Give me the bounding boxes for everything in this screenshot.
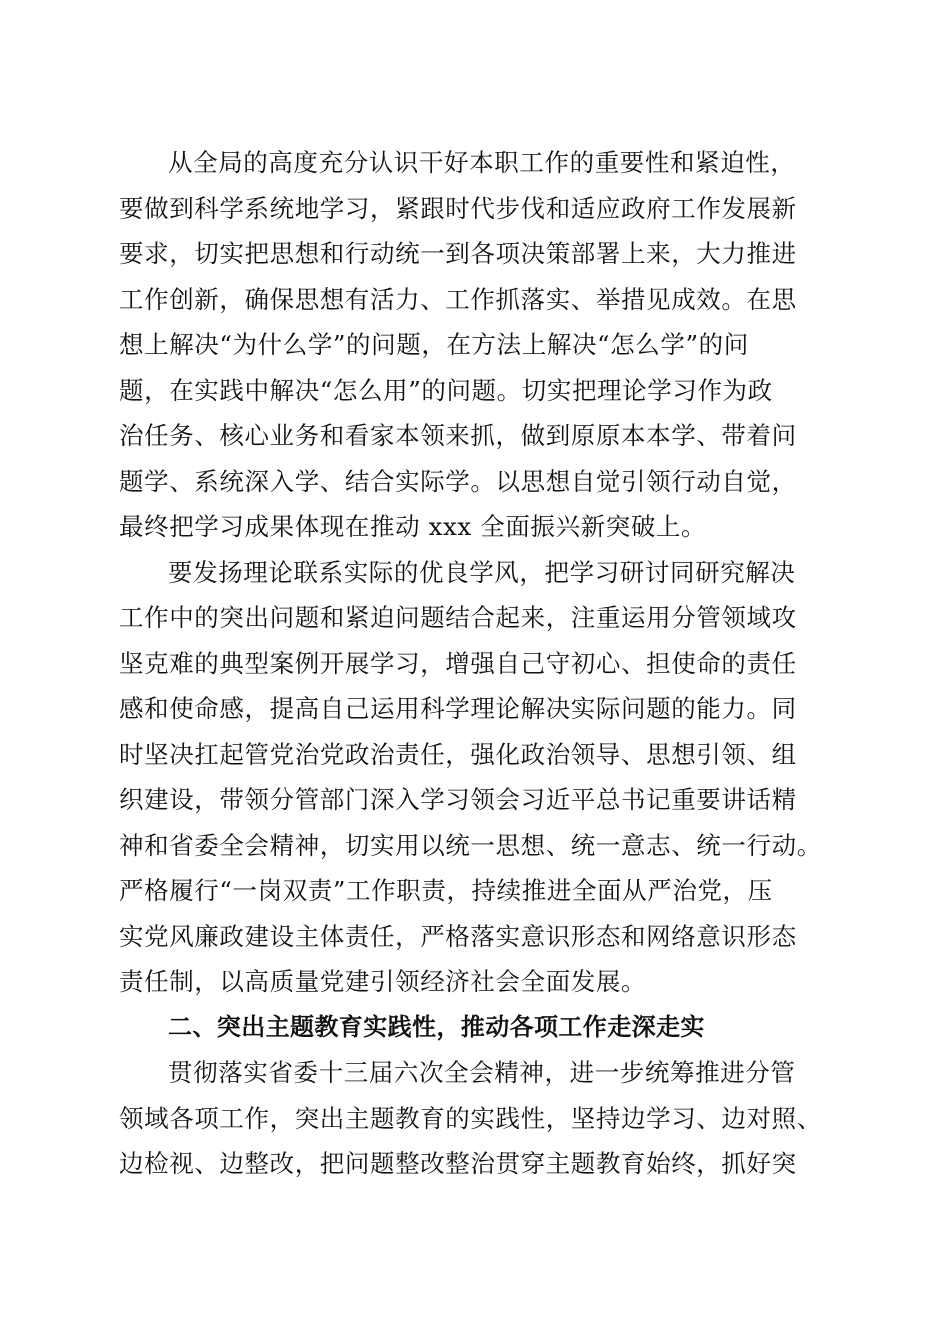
text-line: 织建设，带领分管部门深入学习领会习近平总书记重要讲话精 bbox=[119, 785, 797, 814]
text-line: 想上解决“为什么学”的问题，在方法上解决“怎么学”的问 bbox=[119, 330, 749, 359]
text-line: 最终把学习成果体现在推动 xxx 全面振兴新突破上。 bbox=[119, 512, 707, 541]
text-line: 题，在实践中解决“怎么用”的问题。切实把理论学习作为政 bbox=[119, 375, 773, 405]
paragraph-2 bbox=[119, 550, 831, 1005]
text-line: 工作创新，确保思想有活力、工作抓落实、举措见成效。在思 bbox=[119, 284, 797, 314]
paragraph-3 bbox=[119, 1050, 831, 1187]
text-line: 神和省委全会精神，切实用以统一思想、统一意志、统一行动。 bbox=[119, 830, 822, 860]
text-line: 从全局的高度充分认识干好本职工作的重要性和紧迫性， bbox=[168, 148, 796, 177]
text-line: 贯彻落实省委十三届六次全会精神，进一步统筹推进分管 bbox=[168, 1058, 796, 1087]
text-line: 要求，切实把思想和行动统一到各项决策部署上来，大力推进 bbox=[119, 239, 797, 268]
text-line: 时坚决扛起管党治党政治责任，强化政治领导、思想引领、组 bbox=[119, 739, 797, 769]
text-line: 领域各项工作，突出主题教育的实践性，坚持边学习、边对照、 bbox=[119, 1103, 822, 1133]
text-line: 要做到科学系统地学习，紧跟时代步伐和适应政府工作发展新 bbox=[119, 193, 797, 223]
text-line: 要发扬理论联系实际的优良学风，把学习研讨同研究解决 bbox=[168, 557, 796, 587]
section-heading: 二、突出主题教育实践性，推动各项工作走深走实 bbox=[168, 1012, 705, 1041]
text-line: 严格履行“一岗双责”工作职责，持续推进全面从严治党，压 bbox=[119, 876, 773, 905]
text-line: 工作中的突出问题和紧迫问题结合起来，注重运用分管领域攻 bbox=[119, 603, 797, 632]
text-line: 感和使命感，提高自己运用科学理论解决实际问题的能力。同 bbox=[119, 694, 797, 723]
text-line: 坚克难的典型案例开展学习，增强自己守初心、担使命的责任 bbox=[119, 648, 797, 678]
text-line: 治任务、核心业务和看家本领来抓，做到原原本本学、带着问 bbox=[119, 421, 797, 450]
paragraph-1 bbox=[119, 140, 831, 550]
text-line: 责任制，以高质量党建引领经济社会全面发展。 bbox=[119, 967, 647, 996]
text-line: 题学、系统深入学、结合实际学。以思想自觉引领行动自觉， bbox=[119, 466, 797, 496]
text-line: 边检视、边整改，把问题整改整治贯穿主题教育始终，抓好突 bbox=[119, 1149, 797, 1178]
document-body bbox=[119, 140, 831, 1187]
text-line: 实党风廉政建设主体责任，严格落实意识形态和网络意识形态 bbox=[119, 921, 797, 951]
